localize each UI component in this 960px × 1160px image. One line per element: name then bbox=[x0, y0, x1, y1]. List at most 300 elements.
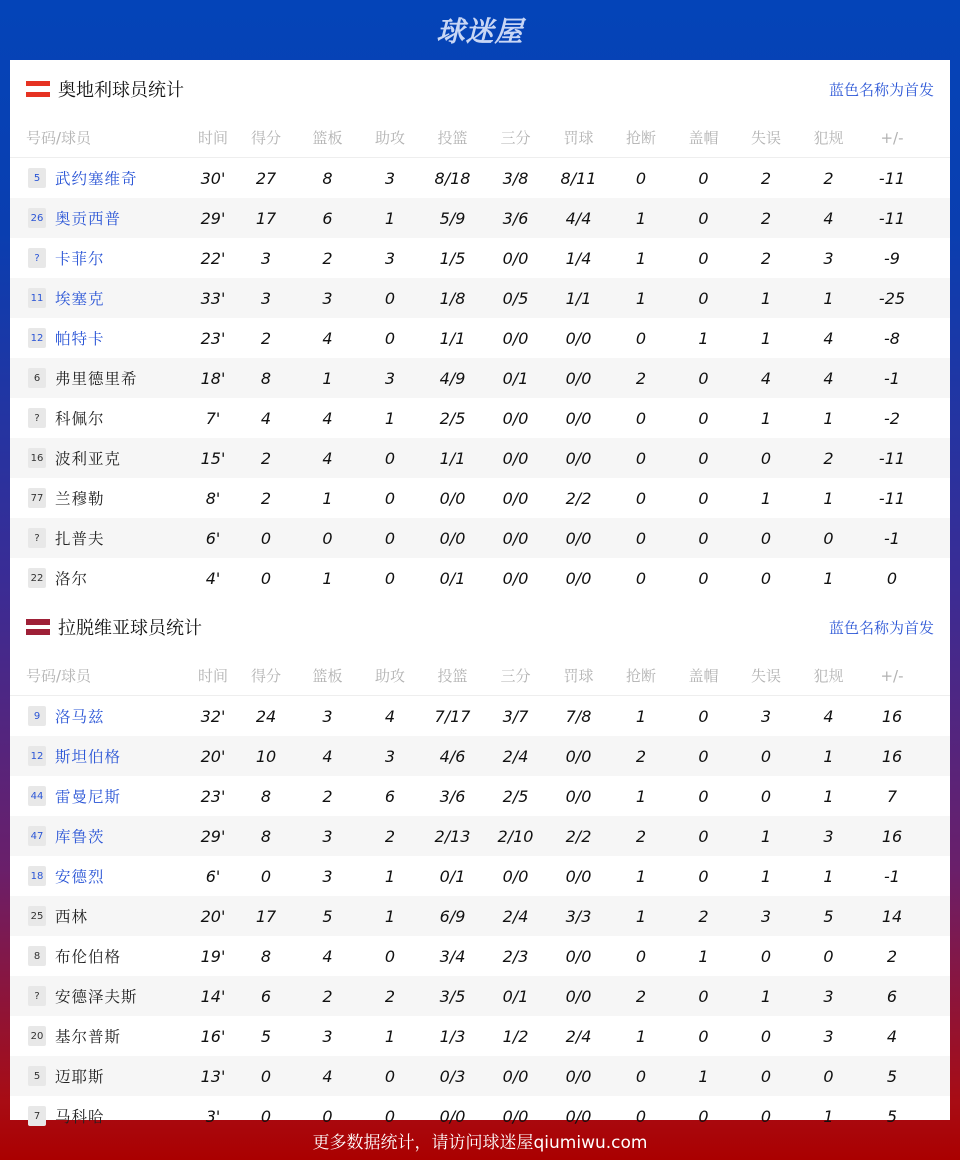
player-cell bbox=[10, 407, 190, 429]
stat-cell: 17 bbox=[255, 906, 277, 926]
player-row[interactable] bbox=[10, 856, 950, 896]
stat-cell: 0 bbox=[384, 288, 396, 308]
stat-cell: 0 bbox=[698, 1106, 709, 1126]
stat-cell: 2 bbox=[698, 906, 709, 926]
stat-cell: 0/0 bbox=[502, 488, 529, 508]
stat-cell: 2/10 bbox=[497, 826, 534, 846]
stat-cell: 4/6 bbox=[439, 746, 466, 766]
section-title: 拉脱维亚球员统计 bbox=[58, 618, 202, 639]
column-header: 篮板 bbox=[312, 667, 343, 685]
stat-cell: 2 bbox=[760, 208, 772, 228]
stat-cell: 1 bbox=[322, 568, 333, 588]
stat-cell: -11 bbox=[878, 488, 906, 508]
player-row[interactable] bbox=[10, 976, 950, 1016]
stat-cell: 7 bbox=[886, 786, 898, 806]
player-name[interactable]: 弗里德里希 bbox=[55, 370, 138, 388]
stat-cell: 0 bbox=[260, 866, 272, 886]
stat-cell: 6 bbox=[384, 786, 396, 806]
stat-cell: 0/0 bbox=[502, 448, 529, 468]
stat-cell: 0 bbox=[698, 706, 709, 726]
stat-cell: 0 bbox=[384, 488, 396, 508]
player-name[interactable]: 洛尔 bbox=[55, 570, 89, 588]
stat-cell: 3 bbox=[322, 706, 333, 726]
stat-cell: 0 bbox=[635, 528, 647, 548]
stat-cell: 2 bbox=[260, 448, 272, 468]
stat-cell: 0 bbox=[384, 328, 396, 348]
stat-cell: 0/0 bbox=[502, 528, 529, 548]
stat-cell: 0 bbox=[760, 946, 772, 966]
jersey-number-icon: 5 bbox=[28, 1066, 46, 1086]
table-header bbox=[10, 118, 950, 158]
stat-cell: 4 bbox=[760, 368, 772, 388]
stat-cell: 16' bbox=[200, 1026, 226, 1046]
jersey-number-icon: 9 bbox=[28, 706, 46, 726]
stat-cell: 0/0 bbox=[565, 368, 592, 388]
stat-cell: 0/0 bbox=[565, 746, 592, 766]
stat-cell: 2 bbox=[322, 986, 333, 1006]
stat-cell: 0/0 bbox=[565, 1066, 592, 1086]
stat-cell: -2 bbox=[884, 408, 900, 428]
stat-cell: 0 bbox=[635, 448, 647, 468]
column-header: 抢断 bbox=[625, 129, 656, 147]
stat-cell: 0 bbox=[635, 1106, 647, 1126]
column-header: 号码/球员 bbox=[26, 129, 92, 147]
player-cell bbox=[10, 905, 190, 927]
stat-cell: 8 bbox=[260, 786, 272, 806]
stat-cell: 0 bbox=[260, 528, 272, 548]
jersey-number-icon: ? bbox=[28, 248, 46, 268]
column-header: 投篮 bbox=[437, 129, 468, 147]
stat-cell: 4 bbox=[322, 946, 333, 966]
stat-cell: 30' bbox=[200, 168, 226, 188]
player-row[interactable] bbox=[10, 776, 950, 816]
player-cell bbox=[10, 207, 190, 229]
stat-cell: 0 bbox=[698, 528, 709, 548]
player-cell bbox=[10, 527, 190, 549]
stat-cell: 13' bbox=[200, 1066, 226, 1086]
stat-cell: 0 bbox=[698, 368, 709, 388]
stat-cell: 0 bbox=[322, 1106, 333, 1126]
stat-cell: 8 bbox=[260, 826, 272, 846]
stat-cell: 1 bbox=[698, 1066, 709, 1086]
jersey-number-icon: 18 bbox=[28, 866, 46, 886]
player-name[interactable]: 安德烈 bbox=[55, 868, 105, 886]
player-row[interactable] bbox=[10, 518, 950, 558]
stat-cell: 1 bbox=[635, 706, 647, 726]
stat-cell: 1 bbox=[823, 786, 834, 806]
stat-cell: -1 bbox=[884, 866, 900, 886]
stat-cell: 2 bbox=[384, 986, 396, 1006]
stat-cell: 0 bbox=[760, 568, 772, 588]
stat-cell: 0/0 bbox=[502, 1066, 529, 1086]
stat-cell: 8/11 bbox=[560, 168, 597, 188]
stat-cell: 0 bbox=[760, 1106, 772, 1126]
stat-cell: 33' bbox=[200, 288, 226, 308]
stat-cell: 14' bbox=[200, 986, 226, 1006]
column-header: 助攻 bbox=[374, 129, 405, 147]
stat-cell: 3 bbox=[260, 288, 272, 308]
stat-cell: 0 bbox=[886, 568, 898, 588]
stat-cell: 0 bbox=[384, 946, 396, 966]
stat-cell: 3 bbox=[823, 248, 834, 268]
stat-cell: 0 bbox=[635, 946, 647, 966]
stat-cell: 1 bbox=[384, 866, 396, 886]
site-logo: 球迷屋 bbox=[436, 15, 524, 48]
stat-cell: 2/13 bbox=[434, 826, 471, 846]
stat-cell: 1 bbox=[635, 288, 647, 308]
player-name[interactable]: 科佩尔 bbox=[55, 410, 105, 428]
stat-cell: 1 bbox=[760, 488, 772, 508]
stat-cell: 2 bbox=[823, 168, 834, 188]
stat-cell: 7' bbox=[205, 408, 221, 428]
stat-cell: 0/0 bbox=[502, 248, 529, 268]
column-header: 助攻 bbox=[374, 667, 405, 685]
stat-cell: 2/4 bbox=[502, 746, 529, 766]
stat-cell: 14 bbox=[881, 906, 903, 926]
stat-cell: 0 bbox=[698, 786, 709, 806]
stat-cell: 17 bbox=[255, 208, 277, 228]
stat-cell: 7/8 bbox=[565, 706, 592, 726]
stat-cell: 0/0 bbox=[439, 1106, 466, 1126]
jersey-number-icon: 6 bbox=[28, 368, 46, 388]
player-row[interactable] bbox=[10, 318, 950, 358]
stat-cell: -1 bbox=[884, 368, 900, 388]
stat-cell: 1/1 bbox=[565, 288, 592, 308]
player-name[interactable]: 兰穆勒 bbox=[55, 490, 105, 508]
player-row[interactable] bbox=[10, 158, 950, 198]
stat-cell: 4 bbox=[823, 328, 834, 348]
stat-cell: 1/5 bbox=[439, 248, 466, 268]
column-header: 罚球 bbox=[563, 129, 594, 147]
stat-cell: 16 bbox=[881, 746, 903, 766]
stat-cell: 0/1 bbox=[439, 866, 466, 886]
stat-cell: 3/7 bbox=[502, 706, 529, 726]
stat-cell: 20' bbox=[200, 746, 226, 766]
stat-cell: 1 bbox=[823, 866, 834, 886]
stat-cell: 1 bbox=[384, 1026, 396, 1046]
stat-cell: 0 bbox=[698, 288, 709, 308]
stat-cell: 23' bbox=[200, 328, 226, 348]
stat-cell: 0 bbox=[698, 408, 709, 428]
stat-cell: -11 bbox=[878, 448, 906, 468]
player-name[interactable]: 西林 bbox=[55, 908, 89, 926]
section-title-row bbox=[10, 598, 950, 656]
player-name[interactable]: 雷曼尼斯 bbox=[55, 788, 122, 806]
team-section bbox=[10, 60, 950, 598]
column-header: 投篮 bbox=[437, 667, 468, 685]
player-name[interactable]: 斯坦伯格 bbox=[55, 748, 122, 766]
stat-cell: 1/2 bbox=[502, 1026, 529, 1046]
column-header: 犯规 bbox=[813, 129, 844, 147]
stat-cell: 0 bbox=[384, 448, 396, 468]
footer-banner[interactable] bbox=[0, 1120, 960, 1160]
jersey-number-icon: 12 bbox=[28, 746, 46, 766]
section-title: 奥地利球员统计 bbox=[58, 80, 184, 101]
stat-cell: 5 bbox=[260, 1026, 272, 1046]
stat-cell: 20' bbox=[200, 906, 226, 926]
stat-cell: 8 bbox=[260, 946, 272, 966]
stat-cell: 1/4 bbox=[565, 248, 592, 268]
stat-cell: 4 bbox=[886, 1026, 898, 1046]
stat-cell: 2 bbox=[760, 168, 772, 188]
player-name[interactable]: 帕特卡 bbox=[55, 330, 105, 348]
stat-cell: 2 bbox=[760, 248, 772, 268]
player-cell bbox=[10, 487, 190, 509]
player-name[interactable]: 扎普夫 bbox=[55, 530, 105, 548]
header bbox=[0, 0, 960, 60]
jersey-number-icon: 8 bbox=[28, 946, 46, 966]
stat-cell: 1 bbox=[823, 488, 834, 508]
stat-cell: 2 bbox=[635, 746, 647, 766]
stat-cell: 5 bbox=[322, 906, 333, 926]
jersey-number-icon: 26 bbox=[28, 208, 46, 228]
stat-cell: 0/0 bbox=[565, 528, 592, 548]
player-cell bbox=[10, 247, 190, 269]
jersey-number-icon: ? bbox=[28, 408, 46, 428]
player-row[interactable] bbox=[10, 696, 950, 736]
jersey-number-icon: 12 bbox=[28, 328, 46, 348]
stat-cell: 0 bbox=[322, 528, 333, 548]
stat-cell: 2 bbox=[260, 488, 272, 508]
stat-cell: 16 bbox=[881, 706, 903, 726]
stat-cell: 0/0 bbox=[565, 328, 592, 348]
column-header: 失误 bbox=[750, 667, 781, 685]
stat-cell: 0 bbox=[260, 1106, 272, 1126]
stat-cell: 0 bbox=[635, 1066, 647, 1086]
player-row[interactable] bbox=[10, 736, 950, 776]
stat-cell: 0/0 bbox=[565, 1106, 592, 1126]
column-header: 三分 bbox=[500, 667, 531, 685]
stat-cell: 3/4 bbox=[439, 946, 466, 966]
column-header: 抢断 bbox=[625, 667, 656, 685]
stat-cell: 0/0 bbox=[502, 568, 529, 588]
player-cell bbox=[10, 287, 190, 309]
stat-cell: 1/1 bbox=[439, 328, 466, 348]
stat-cell: 0/0 bbox=[502, 408, 529, 428]
section-title-row bbox=[10, 60, 950, 118]
stat-cell: 2 bbox=[886, 946, 898, 966]
stat-cell: 8 bbox=[322, 168, 333, 188]
player-row[interactable] bbox=[10, 1016, 950, 1056]
stat-cell: 0/0 bbox=[565, 866, 592, 886]
stat-cell: 8' bbox=[205, 488, 221, 508]
stat-cell: 3 bbox=[322, 288, 333, 308]
jersey-number-icon: 20 bbox=[28, 1026, 46, 1046]
stat-cell: 5 bbox=[886, 1106, 898, 1126]
jersey-number-icon: ? bbox=[28, 528, 46, 548]
stat-cell: -9 bbox=[884, 248, 900, 268]
player-cell bbox=[10, 945, 190, 967]
player-name[interactable]: 马科哈 bbox=[55, 1108, 105, 1126]
stat-cell: 18' bbox=[200, 368, 226, 388]
stat-cell: 0/1 bbox=[439, 568, 466, 588]
stat-cell: -11 bbox=[878, 208, 906, 228]
section-heading bbox=[26, 614, 202, 640]
player-row[interactable] bbox=[10, 936, 950, 976]
stat-cell: 1 bbox=[384, 408, 396, 428]
stat-cell: 1 bbox=[823, 568, 834, 588]
stat-cell: -1 bbox=[884, 528, 900, 548]
stat-cell: 1 bbox=[760, 826, 772, 846]
column-header: 得分 bbox=[250, 667, 281, 685]
stat-cell: 0 bbox=[260, 568, 272, 588]
player-row[interactable] bbox=[10, 358, 950, 398]
stat-cell: 1 bbox=[635, 906, 647, 926]
stat-cell: 3 bbox=[260, 248, 272, 268]
austria-flag-icon bbox=[26, 81, 50, 97]
stat-cell: 3 bbox=[823, 986, 834, 1006]
player-cell bbox=[10, 567, 190, 589]
stat-cell: 6 bbox=[322, 208, 333, 228]
stat-cell: 3 bbox=[384, 248, 396, 268]
stat-cell: 0 bbox=[635, 168, 647, 188]
column-header: 罚球 bbox=[563, 667, 594, 685]
stat-cell: 4 bbox=[260, 408, 272, 428]
stat-cell: 3 bbox=[322, 1026, 333, 1046]
player-name[interactable]: 波利亚克 bbox=[55, 450, 122, 468]
stat-cell: 1 bbox=[384, 208, 396, 228]
player-row[interactable] bbox=[10, 438, 950, 478]
player-cell bbox=[10, 825, 190, 847]
stat-cell: 0 bbox=[698, 866, 709, 886]
stat-cell: 0/1 bbox=[502, 986, 529, 1006]
section-heading bbox=[26, 76, 184, 102]
player-name[interactable]: 洛马兹 bbox=[55, 708, 105, 726]
player-name[interactable]: 埃塞克 bbox=[55, 290, 105, 308]
stat-cell: -8 bbox=[884, 328, 900, 348]
stat-cell: 1 bbox=[635, 248, 647, 268]
stat-cell: 2 bbox=[635, 826, 647, 846]
player-name[interactable]: 卡菲尔 bbox=[55, 250, 105, 268]
stat-cell: 6 bbox=[886, 986, 898, 1006]
stat-cell: 0/0 bbox=[565, 786, 592, 806]
stat-cell: 27 bbox=[255, 168, 277, 188]
jersey-number-icon: 11 bbox=[28, 288, 46, 308]
stat-cell: 1 bbox=[823, 1106, 834, 1126]
stat-cell: 8 bbox=[260, 368, 272, 388]
player-name[interactable]: 安德泽夫斯 bbox=[55, 988, 138, 1006]
column-header: 时间 bbox=[197, 667, 228, 685]
stat-cell: 2 bbox=[384, 826, 396, 846]
column-header: 盖帽 bbox=[688, 667, 719, 685]
player-cell bbox=[10, 705, 190, 727]
player-row[interactable] bbox=[10, 816, 950, 856]
player-cell bbox=[10, 985, 190, 1007]
player-row[interactable] bbox=[10, 278, 950, 318]
column-header: 盖帽 bbox=[688, 129, 719, 147]
jersey-number-icon: 77 bbox=[28, 488, 46, 508]
stat-cell: 2 bbox=[260, 328, 272, 348]
stat-cell: 3 bbox=[322, 866, 333, 886]
stat-cell: 1 bbox=[760, 288, 772, 308]
stat-cell: 1 bbox=[635, 866, 647, 886]
player-cell bbox=[10, 785, 190, 807]
stat-cell: 2/5 bbox=[502, 786, 529, 806]
stat-cell: -25 bbox=[878, 288, 906, 308]
stat-cell: 1 bbox=[823, 408, 834, 428]
player-row[interactable] bbox=[10, 198, 950, 238]
player-row[interactable] bbox=[10, 478, 950, 518]
player-row[interactable] bbox=[10, 558, 950, 598]
stat-cell: 0/0 bbox=[565, 568, 592, 588]
jersey-number-icon: 25 bbox=[28, 906, 46, 926]
player-row[interactable] bbox=[10, 238, 950, 278]
table-header bbox=[10, 656, 950, 696]
stat-cell: 4 bbox=[322, 328, 333, 348]
stat-cell: 0 bbox=[760, 448, 772, 468]
stat-cell: 1 bbox=[322, 368, 333, 388]
stat-cell: 3 bbox=[760, 706, 772, 726]
stat-cell: 4' bbox=[205, 568, 221, 588]
stat-cell: 0/0 bbox=[565, 448, 592, 468]
stat-cell: 0 bbox=[698, 568, 709, 588]
stat-cell: -11 bbox=[878, 168, 906, 188]
stat-cell: 0/0 bbox=[565, 408, 592, 428]
stat-cell: 0 bbox=[698, 248, 709, 268]
stat-cell: 3/5 bbox=[439, 986, 466, 1006]
stat-cell: 5 bbox=[886, 1066, 898, 1086]
stat-cell: 0/0 bbox=[565, 946, 592, 966]
stat-cell: 0 bbox=[698, 826, 709, 846]
stat-cell: 4/9 bbox=[439, 368, 466, 388]
stat-cell: 0 bbox=[635, 568, 647, 588]
stat-cell: 1 bbox=[384, 906, 396, 926]
jersey-number-icon: 5 bbox=[28, 168, 46, 188]
stat-cell: 4/4 bbox=[565, 208, 592, 228]
stat-cell: 6' bbox=[205, 528, 221, 548]
player-name[interactable]: 库鲁茨 bbox=[55, 828, 105, 846]
stat-cell: 0/0 bbox=[439, 528, 466, 548]
stat-cell: 0 bbox=[384, 1066, 396, 1086]
stat-cell: 0 bbox=[760, 1066, 772, 1086]
stat-cell: 0 bbox=[260, 1066, 272, 1086]
stat-cell: 1 bbox=[635, 786, 647, 806]
stat-cell: 1 bbox=[760, 408, 772, 428]
stat-cell: 4 bbox=[823, 368, 834, 388]
stat-cell: 4 bbox=[823, 208, 834, 228]
stat-cell: 6 bbox=[260, 986, 272, 1006]
stat-cell: 0 bbox=[698, 168, 709, 188]
stat-cell: 4 bbox=[322, 1066, 333, 1086]
stat-cell: 1 bbox=[635, 1026, 647, 1046]
player-name[interactable]: 武约塞维奇 bbox=[55, 170, 138, 188]
stat-cell: 0 bbox=[635, 408, 647, 428]
jersey-number-icon: 44 bbox=[28, 786, 46, 806]
player-name[interactable]: 奥贡西普 bbox=[55, 210, 122, 228]
column-header: 号码/球员 bbox=[26, 667, 92, 685]
stat-cell: 0 bbox=[635, 328, 647, 348]
player-name[interactable]: 基尔普斯 bbox=[55, 1028, 122, 1046]
player-cell bbox=[10, 745, 190, 767]
stat-cell: 4 bbox=[823, 706, 834, 726]
player-cell bbox=[10, 327, 190, 349]
player-row[interactable] bbox=[10, 896, 950, 936]
player-name[interactable]: 布伦伯格 bbox=[55, 948, 122, 966]
stat-cell: 3/6 bbox=[502, 208, 529, 228]
stat-cell: 15' bbox=[200, 448, 226, 468]
stat-cell: 0/0 bbox=[565, 986, 592, 1006]
player-row[interactable] bbox=[10, 398, 950, 438]
player-row[interactable] bbox=[10, 1056, 950, 1096]
column-header: 犯规 bbox=[813, 667, 844, 685]
stat-cell: 0 bbox=[698, 986, 709, 1006]
player-cell bbox=[10, 447, 190, 469]
player-cell bbox=[10, 1025, 190, 1047]
stat-cell: 0 bbox=[760, 528, 772, 548]
player-name[interactable]: 迈耶斯 bbox=[55, 1068, 105, 1086]
stat-cell: 19' bbox=[200, 946, 226, 966]
stat-cell: 5 bbox=[823, 906, 834, 926]
